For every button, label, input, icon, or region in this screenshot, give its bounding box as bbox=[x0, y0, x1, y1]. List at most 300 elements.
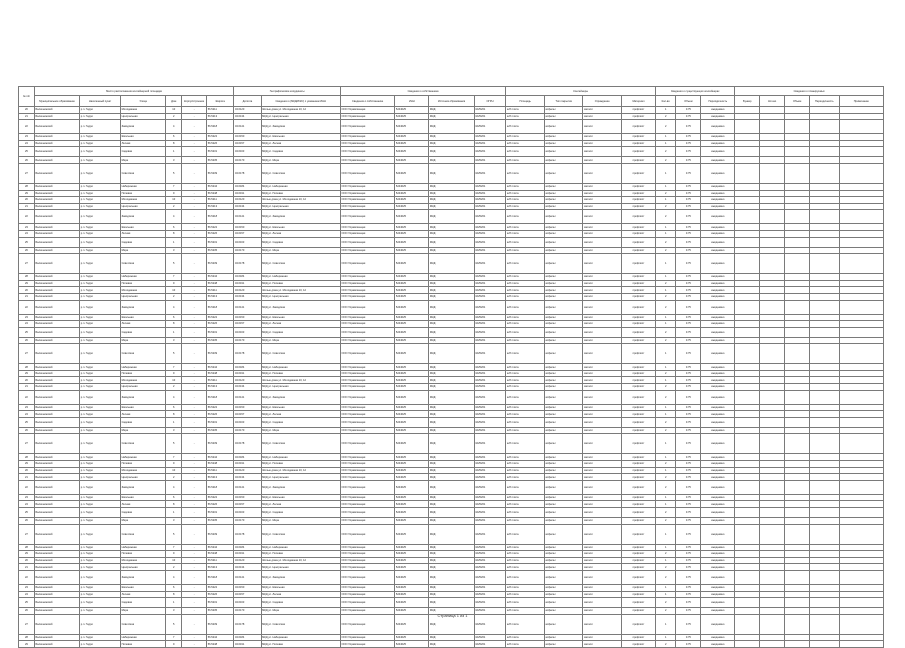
table-cell: металл bbox=[583, 454, 622, 461]
table-cell: ежедневно bbox=[701, 230, 735, 237]
table-cell bbox=[810, 157, 839, 164]
table-cell: 0.75 bbox=[676, 494, 701, 501]
table-cell: 5244025 bbox=[395, 390, 429, 404]
table-cell: 1025201 bbox=[474, 287, 506, 294]
table-cell bbox=[760, 404, 785, 411]
table-cell: асфальт bbox=[544, 254, 583, 274]
table-cell: 5244025 bbox=[395, 551, 429, 558]
table-cell: МКД ул. Полевая bbox=[261, 190, 340, 197]
table-cell: 0.75 bbox=[676, 224, 701, 231]
table-cell bbox=[785, 280, 810, 287]
table-cell: МКД bbox=[429, 203, 474, 210]
table-cell: 25 bbox=[19, 237, 35, 247]
table-cell: ж/б плита bbox=[506, 564, 545, 571]
table-cell: ж/б плита bbox=[506, 140, 545, 147]
table-cell: ООО Управляющая bbox=[340, 300, 394, 314]
table-cell: Школьная bbox=[120, 584, 165, 591]
table-cell: 56.5248 bbox=[207, 641, 234, 648]
table-cell: ООО Управляющая bbox=[340, 557, 394, 564]
table-cell: 1025201 bbox=[474, 494, 506, 501]
table-cell: 1 bbox=[656, 634, 676, 641]
table-cell: р.п. Гидро bbox=[80, 584, 121, 591]
table-cell: 22 bbox=[19, 390, 35, 404]
table-cell: р.п. Гидро bbox=[80, 190, 121, 197]
header-num: № п/п bbox=[19, 87, 35, 107]
table-cell: профлист bbox=[622, 377, 656, 384]
table-cell: 43.6157 bbox=[234, 321, 261, 328]
table-row bbox=[19, 544, 884, 551]
table-cell: 1 bbox=[166, 508, 182, 518]
table-cell bbox=[760, 157, 785, 164]
table-cell: 27 bbox=[19, 524, 35, 544]
table-row bbox=[19, 518, 884, 525]
table-cell bbox=[735, 287, 760, 294]
table-cell: 56.5226 bbox=[207, 140, 234, 147]
table-cell: 1025201 bbox=[474, 134, 506, 141]
table-cell: - bbox=[182, 190, 207, 197]
table-cell: 0.75 bbox=[676, 634, 701, 641]
table-cell: - bbox=[182, 293, 207, 300]
table-cell: 56.5248 bbox=[207, 551, 234, 558]
table-cell bbox=[760, 454, 785, 461]
table-cell: ООО Управляющая bbox=[340, 163, 394, 183]
table-cell: - bbox=[182, 370, 207, 377]
table-cell: 56.5211 bbox=[207, 377, 234, 384]
table-cell: ежедневно bbox=[701, 370, 735, 377]
table-cell: Балахнинский bbox=[34, 434, 79, 454]
table-cell: МКД bbox=[429, 120, 474, 134]
table-cell: асфальт bbox=[544, 551, 583, 558]
table-cell: ООО Управляющая bbox=[340, 551, 394, 558]
table-cell: 5244025 bbox=[395, 584, 429, 591]
table-cell: 27 bbox=[19, 434, 35, 454]
table-cell: 43.6134 bbox=[234, 113, 261, 120]
table-cell: - bbox=[182, 230, 207, 237]
table-cell bbox=[785, 480, 810, 494]
table-cell: Молодежная bbox=[120, 107, 165, 114]
table-cell: профлист bbox=[622, 230, 656, 237]
table-cell: 1025201 bbox=[474, 327, 506, 337]
table-cell bbox=[735, 140, 760, 147]
table-cell: Балахнинский bbox=[34, 404, 79, 411]
table-cell: 56.5248 bbox=[207, 280, 234, 287]
table-cell: 43.6120 bbox=[234, 197, 261, 204]
table-cell: 10 bbox=[166, 197, 182, 204]
table-cell: металл bbox=[583, 274, 622, 281]
table-cell: МКД bbox=[429, 404, 474, 411]
table-cell: ООО Управляющая bbox=[340, 461, 394, 468]
table-cell: - bbox=[182, 224, 207, 231]
table-cell: профлист bbox=[622, 551, 656, 558]
table-cell: Балахнинский bbox=[34, 591, 79, 598]
table-cell bbox=[735, 163, 760, 183]
table-cell: Лесная bbox=[120, 321, 165, 328]
table-cell: Балахнинский bbox=[34, 321, 79, 328]
table-cell: металл bbox=[583, 230, 622, 237]
table-cell: 43.6150 bbox=[234, 134, 261, 141]
table-cell bbox=[785, 230, 810, 237]
table-cell: ООО Управляющая bbox=[340, 140, 394, 147]
table-cell bbox=[839, 274, 883, 281]
table-cell bbox=[760, 147, 785, 157]
table-row bbox=[19, 203, 884, 210]
table-cell bbox=[735, 454, 760, 461]
table-cell: ж/б плита bbox=[506, 287, 545, 294]
table-cell: 8 bbox=[166, 321, 182, 328]
table-cell: ж/б плита bbox=[506, 584, 545, 591]
table-cell: профлист bbox=[622, 598, 656, 608]
table-cell: МКД bbox=[429, 140, 474, 147]
table-cell: Садовая bbox=[120, 598, 165, 608]
table-cell: 23 bbox=[19, 314, 35, 321]
table-cell: Полевая bbox=[120, 370, 165, 377]
table-cell: ж/б плита bbox=[506, 614, 545, 634]
table-cell bbox=[785, 134, 810, 141]
table-cell bbox=[735, 404, 760, 411]
table-cell: асфальт bbox=[544, 608, 583, 615]
table-cell bbox=[760, 434, 785, 454]
table-cell: 1 bbox=[656, 183, 676, 190]
table-cell: профлист bbox=[622, 107, 656, 114]
table-cell: - bbox=[182, 518, 207, 525]
table-cell: - bbox=[182, 157, 207, 164]
table-cell bbox=[785, 417, 810, 427]
table-cell bbox=[760, 598, 785, 608]
table-cell: 1025201 bbox=[474, 390, 506, 404]
table-cell: 24 bbox=[19, 140, 35, 147]
table-cell: 56.5222 bbox=[207, 134, 234, 141]
table-cell: ежедневно bbox=[701, 280, 735, 287]
table-cell: р.п. Гидро bbox=[80, 551, 121, 558]
table-cell bbox=[810, 384, 839, 391]
table-row bbox=[19, 480, 884, 494]
table-cell bbox=[839, 564, 883, 571]
table-cell: МКД bbox=[429, 494, 474, 501]
table-cell: Балахнинский bbox=[34, 564, 79, 571]
table-cell: 21 bbox=[19, 293, 35, 300]
table-cell: 56.5231 bbox=[207, 237, 234, 247]
table-cell bbox=[810, 337, 839, 344]
table-cell: ж/б плита bbox=[506, 494, 545, 501]
table-cell: 5244025 bbox=[395, 377, 429, 384]
table-cell: - bbox=[182, 147, 207, 157]
table-cell: МКД ул. Заводская bbox=[261, 570, 340, 584]
table-cell: МКД bbox=[429, 390, 474, 404]
table-cell: 24 bbox=[19, 321, 35, 328]
table-cell: ежедневно bbox=[701, 494, 735, 501]
table-cell: р.п. Гидро bbox=[80, 300, 121, 314]
table-cell: металл bbox=[583, 107, 622, 114]
table-cell: профлист bbox=[622, 314, 656, 321]
table-cell bbox=[839, 364, 883, 371]
table-cell: р.п. Гидро bbox=[80, 293, 121, 300]
table-cell: Балахнинский bbox=[34, 641, 79, 648]
table-cell: 5244025 bbox=[395, 508, 429, 518]
table-cell: 43.6170 bbox=[234, 247, 261, 254]
table-cell: металл bbox=[583, 384, 622, 391]
table-cell: р.п. Гидро bbox=[80, 377, 121, 384]
table-cell: 20 bbox=[19, 287, 35, 294]
table-cell: 5244025 bbox=[395, 337, 429, 344]
table-cell: р.п. Гидро bbox=[80, 321, 121, 328]
table-cell: ООО Управляющая bbox=[340, 183, 394, 190]
table-cell: МКД bbox=[429, 300, 474, 314]
table-cell: 43.6141 bbox=[234, 210, 261, 224]
table-cell: 5244025 bbox=[395, 518, 429, 525]
table-cell: 5244025 bbox=[395, 247, 429, 254]
table-cell: ежедневно bbox=[701, 390, 735, 404]
table-cell: ежедневно bbox=[701, 411, 735, 418]
table-cell: р.п. Гидро bbox=[80, 461, 121, 468]
table-cell: - bbox=[182, 480, 207, 494]
table-cell bbox=[760, 190, 785, 197]
table-cell: 56.5239 bbox=[207, 434, 234, 454]
table-cell bbox=[785, 147, 810, 157]
table-cell: Балахнинский bbox=[34, 190, 79, 197]
table-cell bbox=[839, 390, 883, 404]
table-row bbox=[19, 551, 884, 558]
table-cell: МКД ул. Набережная bbox=[261, 454, 340, 461]
table-cell: 5244025 bbox=[395, 197, 429, 204]
table-cell bbox=[735, 314, 760, 321]
table-cell: 5 bbox=[166, 434, 182, 454]
table-cell: металл bbox=[583, 518, 622, 525]
table-cell: МКД ул. Набережная bbox=[261, 364, 340, 371]
table-cell: МКД bbox=[429, 321, 474, 328]
table-cell: - bbox=[182, 557, 207, 564]
table-cell bbox=[760, 417, 785, 427]
table-row bbox=[19, 300, 884, 314]
table-cell: ежедневно bbox=[701, 614, 735, 634]
table-cell: 56.5213 bbox=[207, 113, 234, 120]
table-cell: 1025201 bbox=[474, 224, 506, 231]
table-cell: ООО Управляющая bbox=[340, 293, 394, 300]
table-cell: 0.75 bbox=[676, 237, 701, 247]
table-cell: профлист bbox=[622, 390, 656, 404]
table-cell: МКД bbox=[429, 518, 474, 525]
table-cell: ж/б плита bbox=[506, 113, 545, 120]
table-cell: Балахнинский bbox=[34, 247, 79, 254]
table-cell: Балахнинский bbox=[34, 197, 79, 204]
table-cell: ежедневно bbox=[701, 518, 735, 525]
table-cell bbox=[785, 557, 810, 564]
table-cell: профлист bbox=[622, 634, 656, 641]
table-cell: ж/б плита bbox=[506, 417, 545, 427]
table-cell: МКД ул. Мира bbox=[261, 518, 340, 525]
table-cell bbox=[785, 434, 810, 454]
table-cell bbox=[735, 134, 760, 141]
table-cell: металл bbox=[583, 427, 622, 434]
table-cell: 43.6163 bbox=[234, 147, 261, 157]
table-cell bbox=[735, 390, 760, 404]
table-cell bbox=[760, 321, 785, 328]
table-cell: Мира bbox=[120, 608, 165, 615]
table-cell: 1025201 bbox=[474, 113, 506, 120]
table-cell bbox=[760, 224, 785, 231]
header-area: Площадь bbox=[506, 96, 545, 107]
table-cell: Заводская bbox=[120, 390, 165, 404]
table-cell: Лесная bbox=[120, 230, 165, 237]
table-cell: 27 bbox=[19, 344, 35, 364]
table-cell: 1 bbox=[656, 591, 676, 598]
table-cell: 1 bbox=[656, 454, 676, 461]
table-cell bbox=[760, 120, 785, 134]
table-cell: 7 bbox=[166, 544, 182, 551]
table-cell: 43.6170 bbox=[234, 337, 261, 344]
table-cell: асфальт bbox=[544, 390, 583, 404]
table-cell: 24 bbox=[19, 591, 35, 598]
table-cell: 1 bbox=[656, 614, 676, 634]
table-cell: 1 bbox=[656, 224, 676, 231]
table-cell: 56.5226 bbox=[207, 411, 234, 418]
table-cell bbox=[839, 598, 883, 608]
table-cell bbox=[810, 454, 839, 461]
table-cell: 1025201 bbox=[474, 508, 506, 518]
table-cell bbox=[810, 314, 839, 321]
table-cell: 5244025 bbox=[395, 147, 429, 157]
table-cell bbox=[735, 210, 760, 224]
table-cell: 1025201 bbox=[474, 584, 506, 591]
table-cell: ООО Управляющая bbox=[340, 247, 394, 254]
table-cell bbox=[810, 107, 839, 114]
table-cell: ежедневно bbox=[701, 237, 735, 247]
table-cell: металл bbox=[583, 641, 622, 648]
table-cell: 1 bbox=[656, 107, 676, 114]
table-cell: Балахнинский bbox=[34, 467, 79, 474]
table-cell: 2 bbox=[656, 147, 676, 157]
table-cell: Садовая bbox=[120, 237, 165, 247]
table-cell: асфальт bbox=[544, 237, 583, 247]
table-row bbox=[19, 494, 884, 501]
table-cell: профлист bbox=[622, 197, 656, 204]
table-cell: ж/б плита bbox=[506, 224, 545, 231]
table-cell: 0.75 bbox=[676, 344, 701, 364]
table-row bbox=[19, 210, 884, 224]
table-cell: 23 bbox=[19, 404, 35, 411]
table-cell bbox=[839, 314, 883, 321]
table-cell: 43.6191 bbox=[234, 280, 261, 287]
table-cell: 56.5226 bbox=[207, 591, 234, 598]
table-cell: 0.75 bbox=[676, 230, 701, 237]
table-cell: ж/б плита bbox=[506, 384, 545, 391]
table-cell: ж/б плита bbox=[506, 524, 545, 544]
table-cell: 23 bbox=[19, 494, 35, 501]
table-cell bbox=[760, 557, 785, 564]
table-cell bbox=[839, 474, 883, 481]
table-cell: Балахнинский bbox=[34, 454, 79, 461]
table-cell bbox=[785, 591, 810, 598]
table-cell: 9 bbox=[166, 641, 182, 648]
table-cell: профлист bbox=[622, 544, 656, 551]
table-cell: 1025201 bbox=[474, 564, 506, 571]
table-cell bbox=[785, 411, 810, 418]
table-cell: 56.5213 bbox=[207, 384, 234, 391]
table-cell: 1 bbox=[656, 494, 676, 501]
table-cell: 1 bbox=[166, 327, 182, 337]
table-cell: 2 bbox=[656, 417, 676, 427]
table-cell: металл bbox=[583, 417, 622, 427]
table-cell bbox=[760, 337, 785, 344]
table-cell: 5244025 bbox=[395, 140, 429, 147]
table-cell: МКД bbox=[429, 524, 474, 544]
table-cell: МКД bbox=[429, 501, 474, 508]
table-cell: МКД bbox=[429, 364, 474, 371]
table-cell bbox=[810, 163, 839, 183]
table-cell bbox=[735, 584, 760, 591]
table-cell: Центральная bbox=[120, 384, 165, 391]
table-row bbox=[19, 591, 884, 598]
table-cell: р.п. Гидро bbox=[80, 134, 121, 141]
table-cell: р.п. Гидро bbox=[80, 147, 121, 157]
table-cell: 0.75 bbox=[676, 254, 701, 274]
table-cell: 0.75 bbox=[676, 140, 701, 147]
table-cell: асфальт bbox=[544, 557, 583, 564]
table-row bbox=[19, 467, 884, 474]
table-cell: ежедневно bbox=[701, 591, 735, 598]
table-cell: Заводская bbox=[120, 210, 165, 224]
table-cell: МКД ул. Советская bbox=[261, 434, 340, 454]
table-cell bbox=[760, 641, 785, 648]
table-cell: МКД bbox=[429, 287, 474, 294]
table-cell: Балахнинский bbox=[34, 287, 79, 294]
table-cell: ж/б плита bbox=[506, 321, 545, 328]
table-cell: р.п. Гидро bbox=[80, 494, 121, 501]
table-cell: 56.5218 bbox=[207, 300, 234, 314]
table-cell: МКД bbox=[429, 434, 474, 454]
table-cell: 25 bbox=[19, 598, 35, 608]
table-cell: 1025201 bbox=[474, 591, 506, 598]
table-row bbox=[19, 377, 884, 384]
table-cell: Балахнинский bbox=[34, 524, 79, 544]
table-cell: 1025201 bbox=[474, 237, 506, 247]
table-cell: - bbox=[182, 544, 207, 551]
table-row bbox=[19, 140, 884, 147]
table-cell: - bbox=[182, 183, 207, 190]
table-cell: 43.6120 bbox=[234, 557, 261, 564]
table-cell: профлист bbox=[622, 404, 656, 411]
table-cell: 8 bbox=[166, 501, 182, 508]
table-cell: асфальт bbox=[544, 494, 583, 501]
table-cell bbox=[735, 321, 760, 328]
table-cell: ООО Управляющая bbox=[340, 411, 394, 418]
table-cell: 2 bbox=[656, 113, 676, 120]
table-cell: р.п. Гидро bbox=[80, 287, 121, 294]
table-cell: металл bbox=[583, 287, 622, 294]
table-cell: р.п. Гидро bbox=[80, 197, 121, 204]
table-cell: ж/б плита bbox=[506, 551, 545, 558]
table-cell: ООО Управляющая bbox=[340, 417, 394, 427]
table-cell: металл bbox=[583, 494, 622, 501]
table-cell: ежедневно bbox=[701, 190, 735, 197]
table-cell: МКД bbox=[429, 327, 474, 337]
table-cell: ежедневно bbox=[701, 608, 735, 615]
table-cell: 1 bbox=[656, 584, 676, 591]
table-cell: р.п. Гидро bbox=[80, 404, 121, 411]
table-cell: 1025201 bbox=[474, 274, 506, 281]
table-cell: 1025201 bbox=[474, 427, 506, 434]
table-cell: МКД ул. Школьная bbox=[261, 404, 340, 411]
table-cell: - bbox=[182, 337, 207, 344]
table-cell: МКД ул. Мира bbox=[261, 157, 340, 164]
table-cell: ж/б плита bbox=[506, 570, 545, 584]
table-cell: асфальт bbox=[544, 427, 583, 434]
table-cell: Балахнинский bbox=[34, 417, 79, 427]
table-cell: Балахнинский bbox=[34, 614, 79, 634]
table-cell: 28 bbox=[19, 183, 35, 190]
table-cell: 0.75 bbox=[676, 641, 701, 648]
table-row bbox=[19, 134, 884, 141]
table-cell bbox=[839, 584, 883, 591]
